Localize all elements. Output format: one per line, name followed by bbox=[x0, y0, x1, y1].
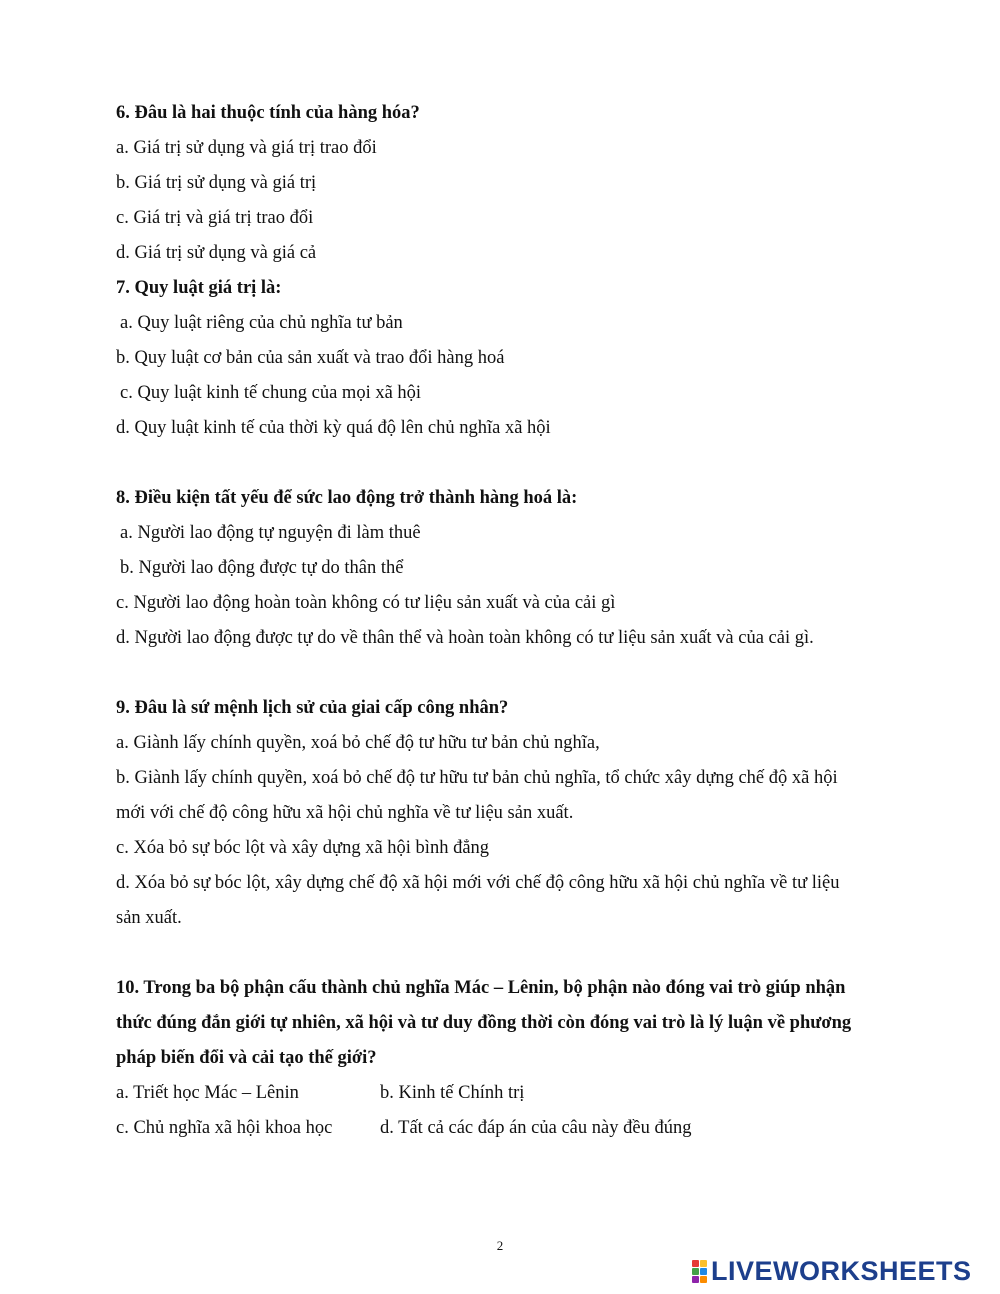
question-9-option-a: a. Giành lấy chính quyền, xoá bỏ chế độ tư hữu tư bản chủ nghĩa, bbox=[116, 733, 600, 753]
question-10-title-line-3: pháp biến đổi và cải tạo thế giới? bbox=[116, 1048, 377, 1068]
question-10-option-d: d. Tất cả các đáp án của câu này đều đúng bbox=[380, 1118, 692, 1138]
worksheet-content bbox=[116, 96, 946, 1146]
question-8-option-c: c. Người lao động hoàn toàn không có tư liệu sản xuất và của cải gì bbox=[116, 593, 616, 613]
logo-block bbox=[700, 1260, 707, 1267]
question-7-option-b: b. Quy luật cơ bản của sản xuất và trao đổi hàng hoá bbox=[116, 348, 505, 368]
question-6-option-a: a. Giá trị sử dụng và giá trị trao đổi bbox=[116, 138, 377, 158]
spacer bbox=[116, 656, 946, 691]
question-10-option-b: b. Kinh tế Chính trị bbox=[380, 1083, 525, 1103]
logo-block bbox=[692, 1276, 699, 1283]
question-6-option-b: b. Giá trị sử dụng và giá trị bbox=[116, 173, 317, 193]
question-9-option-b: b. Giành lấy chính quyền, xoá bỏ chế độ tư hữu tư bản chủ nghĩa, tổ chức xây dựng chế độ xã hội bbox=[116, 768, 838, 788]
question-7-title: 7. Quy luật giá trị là: bbox=[116, 278, 282, 298]
liveworksheets-wordmark: LIVEWORKSHEETS bbox=[711, 1255, 972, 1286]
question-10-option-c: c. Chủ nghĩa xã hội khoa học bbox=[116, 1118, 333, 1138]
spacer bbox=[116, 446, 946, 481]
question-7-option-c: c. Quy luật kinh tế chung của mọi xã hội bbox=[120, 383, 422, 403]
question-10-options-row-1 bbox=[116, 1076, 946, 1111]
liveworksheets-mark-icon bbox=[692, 1260, 707, 1283]
question-10-options-row-2 bbox=[116, 1111, 946, 1146]
question-8-option-b: b. Người lao động được tự do thân thể bbox=[120, 558, 404, 578]
question-9-title: 9. Đâu là sứ mệnh lịch sử của giai cấp công nhân? bbox=[116, 698, 509, 718]
question-8-option-d: d. Người lao động được tự do về thân thể và hoàn toàn không có tư liệu sản xuất và của cải gì. bbox=[116, 628, 814, 648]
question-9-option-d: d. Xóa bỏ sự bóc lột, xây dựng chế độ xã hội mới với chế độ công hữu xã hội chủ nghĩa về tư liệu bbox=[116, 873, 840, 893]
question-6-title: 6. Đâu là hai thuộc tính của hàng hóa? bbox=[116, 103, 420, 123]
question-8-option-a: a. Người lao động tự nguyện đi làm thuê bbox=[120, 523, 421, 543]
page-number: 2 bbox=[496, 1238, 504, 1253]
question-6-option-d: d. Giá trị sử dụng và giá cả bbox=[116, 243, 317, 263]
logo-block bbox=[692, 1268, 699, 1275]
question-9-option-b-continued: mới với chế độ công hữu xã hội chủ nghĩa về tư liệu sản xuất. bbox=[116, 803, 574, 823]
question-8-title: 8. Điều kiện tất yếu để sức lao động trở thành hàng hoá là: bbox=[116, 488, 578, 508]
question-10-title-line-1: 10. Trong ba bộ phận cấu thành chủ nghĩa Mác – Lênin, bộ phận nào đóng vai trò giúp nhận bbox=[116, 978, 846, 998]
spacer bbox=[116, 936, 946, 971]
question-9-option-d-continued: sản xuất. bbox=[116, 908, 182, 928]
logo-block bbox=[700, 1268, 707, 1275]
question-6-option-c: c. Giá trị và giá trị trao đổi bbox=[116, 208, 314, 228]
logo-block bbox=[692, 1260, 699, 1267]
question-7-option-a: a. Quy luật riêng của chủ nghĩa tư bản bbox=[120, 313, 403, 333]
logo-block bbox=[700, 1276, 707, 1283]
question-10-option-a: a. Triết học Mác – Lênin bbox=[116, 1083, 299, 1103]
liveworksheets-logo bbox=[692, 1256, 972, 1286]
question-10-title-line-2: thức đúng đắn giới tự nhiên, xã hội và tư duy đồng thời còn đóng vai trò là lý luận về phương bbox=[116, 1013, 852, 1033]
question-9-option-c: c. Xóa bỏ sự bóc lột và xây dựng xã hội bình đẳng bbox=[116, 838, 490, 858]
question-7-option-d: d. Quy luật kinh tế của thời kỳ quá độ lên chủ nghĩa xã hội bbox=[116, 418, 551, 438]
